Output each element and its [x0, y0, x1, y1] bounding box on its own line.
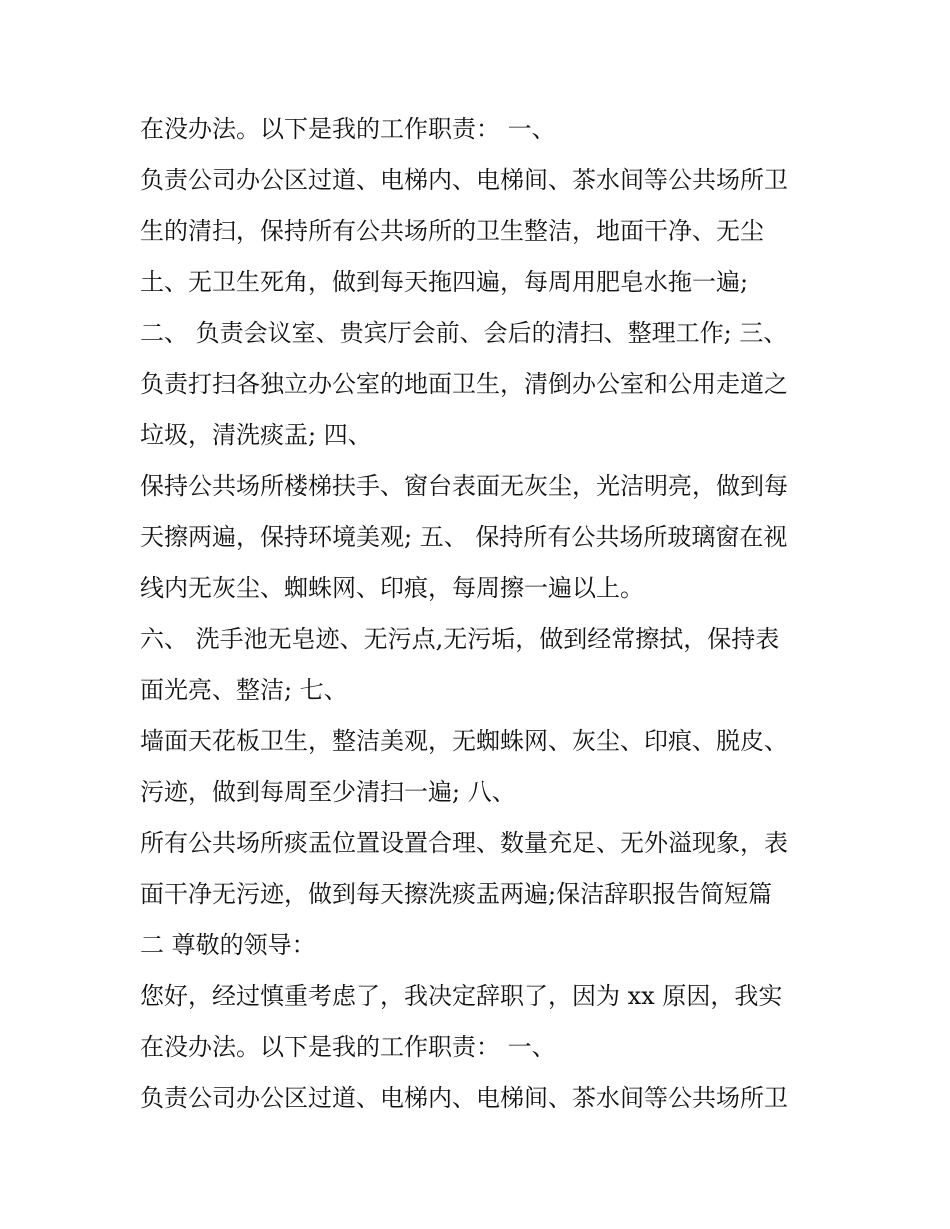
text-line: 墙面天花板卫生，整洁美观，无蜘蛛网、灰尘、印痕、脱皮、: [140, 727, 788, 755]
text-line: 六、 洗手池无皂迹、无污点,无污垢，做到经常擦拭，保持表: [140, 625, 780, 653]
text-line: 二、 负责会议室、贵宾厅会前、会后的清扫、整理工作; 三、: [140, 319, 788, 347]
text-line: 负责公司办公区过道、电梯内、电梯间、茶水间等公共场所卫: [140, 166, 788, 194]
text-line: 生的清扫，保持所有公共场所的卫生整洁，地面干净、无尘: [140, 217, 764, 245]
document-body: [140, 104, 820, 1124]
text-line: 面光亮、整洁; 七、: [140, 676, 348, 704]
text-line: 保持公共场所楼梯扶手、窗台表面无灰尘，光洁明亮，做到每: [140, 472, 788, 500]
text-line: 所有公共场所痰盂位置设置合理、数量充足、无外溢现象，表: [140, 829, 788, 857]
text-line: 垃圾，清洗痰盂; 四、: [140, 421, 372, 449]
text-line: 天擦两遍，保持环境美观; 五、 保持所有公共场所玻璃窗在视: [140, 523, 788, 551]
text-line: 负责公司办公区过道、电梯内、电梯间、茶水间等公共场所卫: [140, 1084, 788, 1112]
text-line: 二 尊敬的领导：: [140, 931, 316, 959]
text-line: 负责打扫各独立办公室的地面卫生，清倒办公室和公用走道之: [140, 370, 788, 398]
text-line: 在没办法。以下是我的工作职责： 一、: [140, 115, 556, 143]
text-line: 土、无卫生死角，做到每天拖四遍，每周用肥皂水拖一遍;: [140, 268, 749, 296]
text-line: 线内无灰尘、蜘蛛网、印痕，每周擦一遍以上。: [140, 574, 644, 602]
text-line: 污迹，做到每周至少清扫一遍; 八、: [140, 778, 516, 806]
text-line: 面干净无污迹，做到每天擦洗痰盂两遍;保洁辞职报告简短篇: [140, 880, 773, 908]
text-line: 您好，经过慎重考虑了，我决定辞职了，因为 xx 原因，我实: [140, 982, 783, 1010]
text-line: 在没办法。以下是我的工作职责： 一、: [140, 1033, 556, 1061]
